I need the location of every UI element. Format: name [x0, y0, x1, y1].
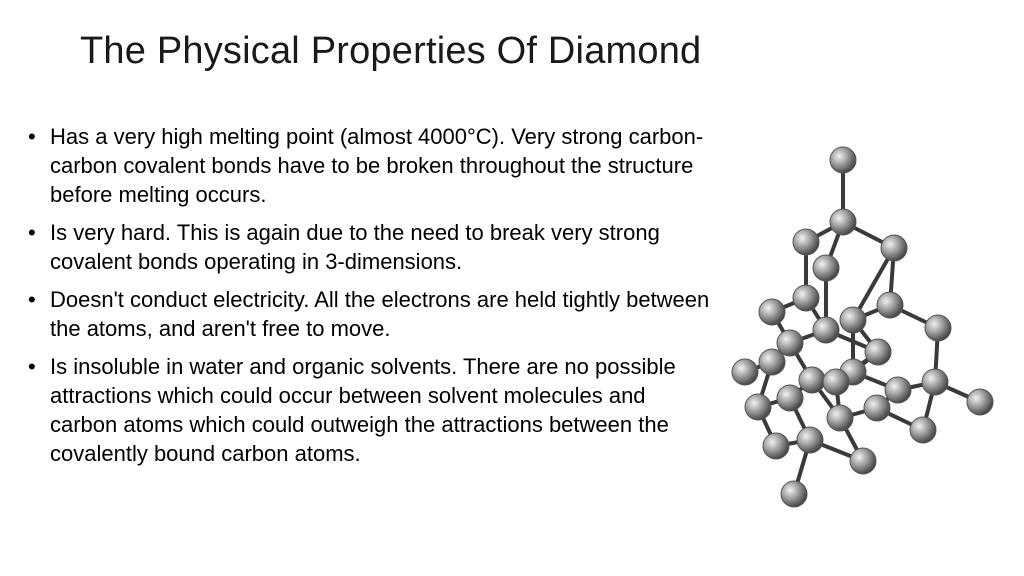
carbon-atom	[793, 285, 819, 311]
carbon-atom	[865, 339, 891, 365]
carbon-atom	[777, 385, 803, 411]
carbon-atom	[745, 394, 771, 420]
carbon-atom	[922, 369, 948, 395]
slide-title: The Physical Properties Of Diamond	[80, 30, 702, 72]
bullet-item	[28, 122, 718, 209]
diamond-structure-image	[726, 140, 1006, 520]
bullet-text: Doesn't conduct electricity. All the electrons are held tightly between the atoms, and aren't free to move.	[50, 287, 710, 341]
bullet-list	[28, 122, 718, 477]
carbon-atom	[830, 209, 856, 235]
carbon-atom	[840, 307, 866, 333]
bullet-item	[28, 218, 718, 276]
carbon-atom	[967, 389, 993, 415]
carbon-atom	[813, 255, 839, 281]
bullet-dot: •	[28, 354, 36, 379]
carbon-atom	[881, 235, 907, 261]
carbon-atom	[823, 369, 849, 395]
carbon-atom	[885, 377, 911, 403]
carbon-atom	[910, 417, 936, 443]
carbon-atom	[732, 359, 758, 385]
carbon-atom	[759, 349, 785, 375]
carbon-atom	[781, 481, 807, 507]
carbon-atom	[850, 448, 876, 474]
carbon-atom	[830, 147, 856, 173]
carbon-atom	[864, 395, 890, 421]
bullet-text: Has a very high melting point (almost 4000°C). Very strong carbon-carbon covalent bonds have to be broken throughout the structure before melting occurs.	[50, 124, 704, 207]
bullet-text: Is insoluble in water and organic solvents. There are no possible attractions which could occur between solvent molecules and carbon atoms which could outweigh the attractions between the covalently bound carbon atoms.	[50, 354, 676, 466]
carbon-atom	[793, 229, 819, 255]
carbon-atom	[759, 299, 785, 325]
carbon-atom	[827, 405, 853, 431]
carbon-atom	[813, 317, 839, 343]
bullet-dot: •	[28, 287, 36, 312]
bullet-item	[28, 285, 718, 343]
bullet-item	[28, 352, 718, 468]
carbon-atom	[797, 427, 823, 453]
bullet-dot: •	[28, 124, 36, 149]
bullet-text: Is very hard. This is again due to the need to break very strong covalent bonds operating in 3-dimensions.	[50, 220, 660, 274]
carbon-atom	[925, 315, 951, 341]
carbon-atom	[877, 292, 903, 318]
bullet-dot: •	[28, 220, 36, 245]
carbon-atom	[763, 433, 789, 459]
carbon-atom	[799, 367, 825, 393]
